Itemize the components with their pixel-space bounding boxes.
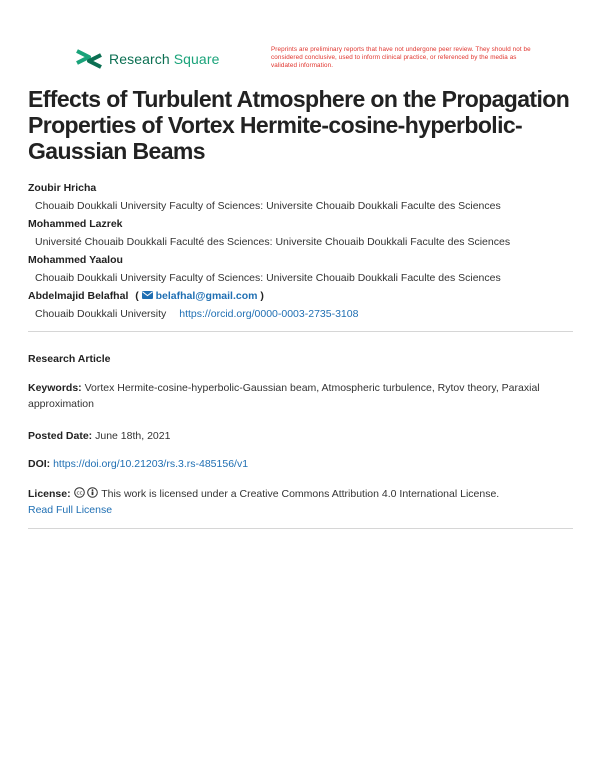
section-divider [28, 528, 573, 529]
author-affiliation: Chouaib Doukkali University Faculty of Sciences: Universite Chouaib Doukkali Faculte des Sciences [35, 272, 501, 284]
author-name: Mohammed Yaalou [28, 254, 123, 266]
creative-commons-icon [74, 487, 85, 498]
research-square-logo-icon [75, 48, 103, 70]
section-divider [28, 331, 573, 332]
orcid-link[interactable]: https://orcid.org/0000-0003-2735-3108 [179, 308, 359, 320]
posted-date-label: Posted Date: [28, 430, 93, 442]
author-affiliation: Chouaib Doukkali University [35, 308, 167, 320]
license-row [28, 486, 573, 518]
license-label: License: [28, 488, 71, 500]
doi-label: DOI: [28, 458, 51, 470]
author-name: Zoubir Hricha [28, 182, 97, 194]
envelope-icon [142, 291, 153, 299]
doi-row [28, 456, 573, 472]
keywords: Vortex Hermite-cosine-hyperbolic-Gaussian beam, Atmospheric turbulence, Rytov theory, Paraxial approximation [28, 382, 540, 410]
posted-date: June 18th, 2021 [95, 430, 171, 442]
paren-close: ) [260, 290, 264, 302]
author-email-link[interactable] [142, 290, 261, 302]
paper-title: Effects of Turbulent Atmosphere on the Propagation Properties of Vortex Hermite-cosine-hyperbolic-Gaussian Beams [28, 86, 570, 164]
author-name: Mohammed Lazrek [28, 218, 123, 230]
author-list [28, 182, 588, 326]
author-email: belafhal@gmail.com [155, 290, 258, 302]
corresponding-author [28, 290, 588, 308]
preprint-disclaimer: Preprints are preliminary reports that have not undergone peer review. They should not be considered conclusive, used to inform clinical practice, or referenced by the media as validated information. [271, 46, 531, 69]
attribution-icon [87, 487, 98, 498]
author-name: Abdelmajid Belafhal [28, 290, 129, 302]
article-type: Research Article [28, 353, 111, 365]
read-full-license-link[interactable]: Read Full License [28, 504, 113, 516]
posted-date-row [28, 428, 573, 444]
author-affiliation: Chouaib Doukkali University Faculty of Sciences: Universite Chouaib Doukkali Faculte des Sciences [35, 200, 501, 212]
license-text: This work is licensed under a Creative Commons Attribution 4.0 International License. [101, 488, 500, 500]
keywords-label: Keywords: [28, 382, 82, 394]
svg-text:cc: cc [76, 490, 83, 497]
author-affiliation: Université Chouaib Doukkali Faculté des Sciences: Universite Chouaib Doukkali Faculte des Sciences [35, 236, 511, 248]
logo-word-square: Square [173, 51, 220, 67]
paren-open: ( [135, 290, 139, 302]
research-square-logo[interactable] [75, 48, 219, 70]
article-type-row [28, 351, 573, 367]
author-affiliation-row [28, 308, 588, 326]
logo-word-research: Research [109, 51, 170, 67]
doi-link[interactable]: https://doi.org/10.21203/rs.3.rs-485156/v1 [53, 458, 249, 470]
keywords-row [28, 380, 573, 412]
